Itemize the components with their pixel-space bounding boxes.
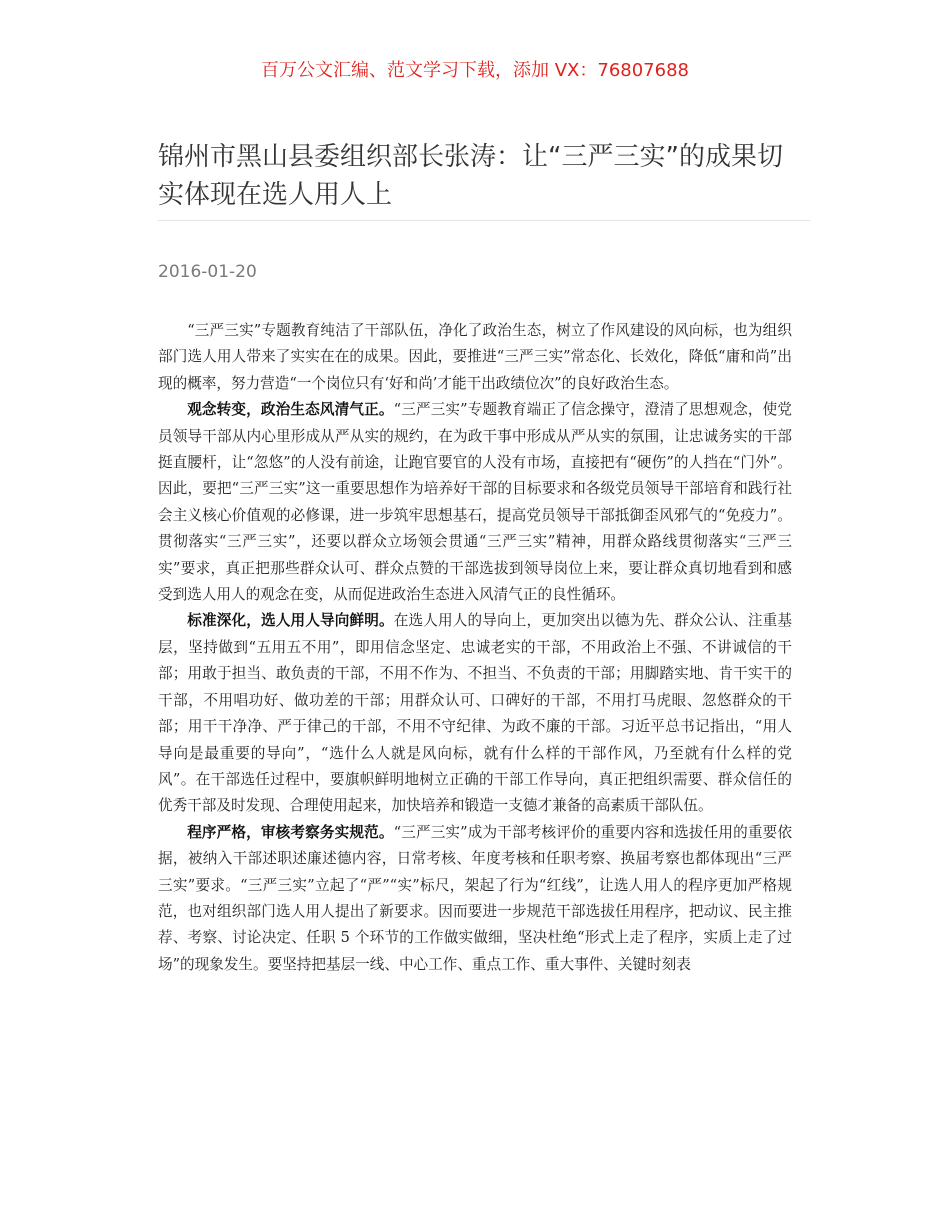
title-divider xyxy=(158,220,810,221)
section-heading: 标准深化，选人用人导向鲜明。 xyxy=(187,612,394,630)
publish-date: 2016-01-20 xyxy=(158,262,257,282)
watermark-banner: 百万公文汇编、范文学习下载，添加 VX：76807688 xyxy=(261,60,689,81)
section-body: “三严三实”专题教育端正了信念操守，澄清了思想观念，使党员领导干部从内心里形成从严从实的规约，在为政干事中形成从严从实的氛围，让忠诚务实的干部挺直腰杆，让“忽悠”的人没有前途，让跑官要官的人没有市场，直接把有“硬伤”的人挡在“门外”。因此，要把“三严三实”这一重要思想作为培养好干部的目标要求和各级党员领导干部培育和践行社会主义核心价值观的必修课，进一步筑牢思想基石，提高党员领导干部抵御歪风邪气的“免疫力”。贯彻落实“三严三实”，还要以群众立场领会贯通“三严三实”精神，用群众路线贯彻落实“三严三实”要求，真正把那些群众认可、群众点赞的干部选拔到领导岗位上来，要让群众真切地看到和感受到选人用人的观念在变，从而促进政治生态进入风清气正的良性循环。 xyxy=(158,401,792,604)
section-paragraph xyxy=(158,820,792,978)
section-body: “三严三实”成为干部考核评价的重要内容和选拔任用的重要依据，被纳入干部述职述廉述德内容，日常考核、年度考核和任职考察、换届考察也都体现出“三严三实”要求。“三严三实”立起了“严”“实”标尺，架起了行为“红线”，让选人用人的程序更加严格规范，也对组织部门选人用人提出了新要求。因而要进一步规范干部选拔任用程序，把动议、民主推荐、考察、讨论决定、任职 5 个环节的工作做实做细，坚决杜绝“形式上走了程序，实质上走了过场”的现象发生。要坚持把基层一线、中心工作、重点工作、重大事件、关键时刻表 xyxy=(158,823,792,973)
section-heading: 程序严格，审核考察务实规范。 xyxy=(187,823,394,841)
section-paragraph xyxy=(158,608,792,819)
section-paragraph xyxy=(158,397,792,608)
intro-paragraph: “三严三实”专题教育纯洁了干部队伍，净化了政治生态，树立了作风建设的风向标，也为组织部门选人用人带来了实实在在的成果。因此，要推进“三严三实”常态化、长效化，降低“庸和尚”出现的概率，努力营造“一个岗位只有‘好和尚’才能干出政绩位次”的良好政治生态。 xyxy=(158,322,792,392)
section-heading: 观念转变，政治生态风清气正。 xyxy=(187,401,394,419)
article-title: 锦州市黑山县委组织部长张涛：让“三严三实”的成果切实体现在选人用人上 xyxy=(158,142,783,210)
article-body xyxy=(158,318,792,978)
section-body: 在选人用人的导向上，更加突出以德为先、群众公认、注重基层，坚持做到“五用五不用”，即用信念坚定、忠诚老实的干部，不用政治上不强、不讲诚信的干部；用敢于担当、敢负责的干部，不用不作为、不担当、不负责的干部；用脚踏实地、肯干实干的干部，不用唱功好、做功差的干部；用群众认可、口碑好的干部，不用打马虎眼、忽悠群众的干部；用干干净净、严于律己的干部，不用不守纪律、为政不廉的干部。习近平总书记指出，“用人导向是最重要的导向”，“选什么人就是风向标，就有什么样的干部作风，乃至就有什么样的党风”。在干部选任过程中，要旗帜鲜明地树立正确的干部工作导向，真正把组织需要、群众信任的优秀干部及时发现、合理使用起来，加快培养和锻造一支德才兼备的高素质干部队伍。 xyxy=(158,612,792,815)
